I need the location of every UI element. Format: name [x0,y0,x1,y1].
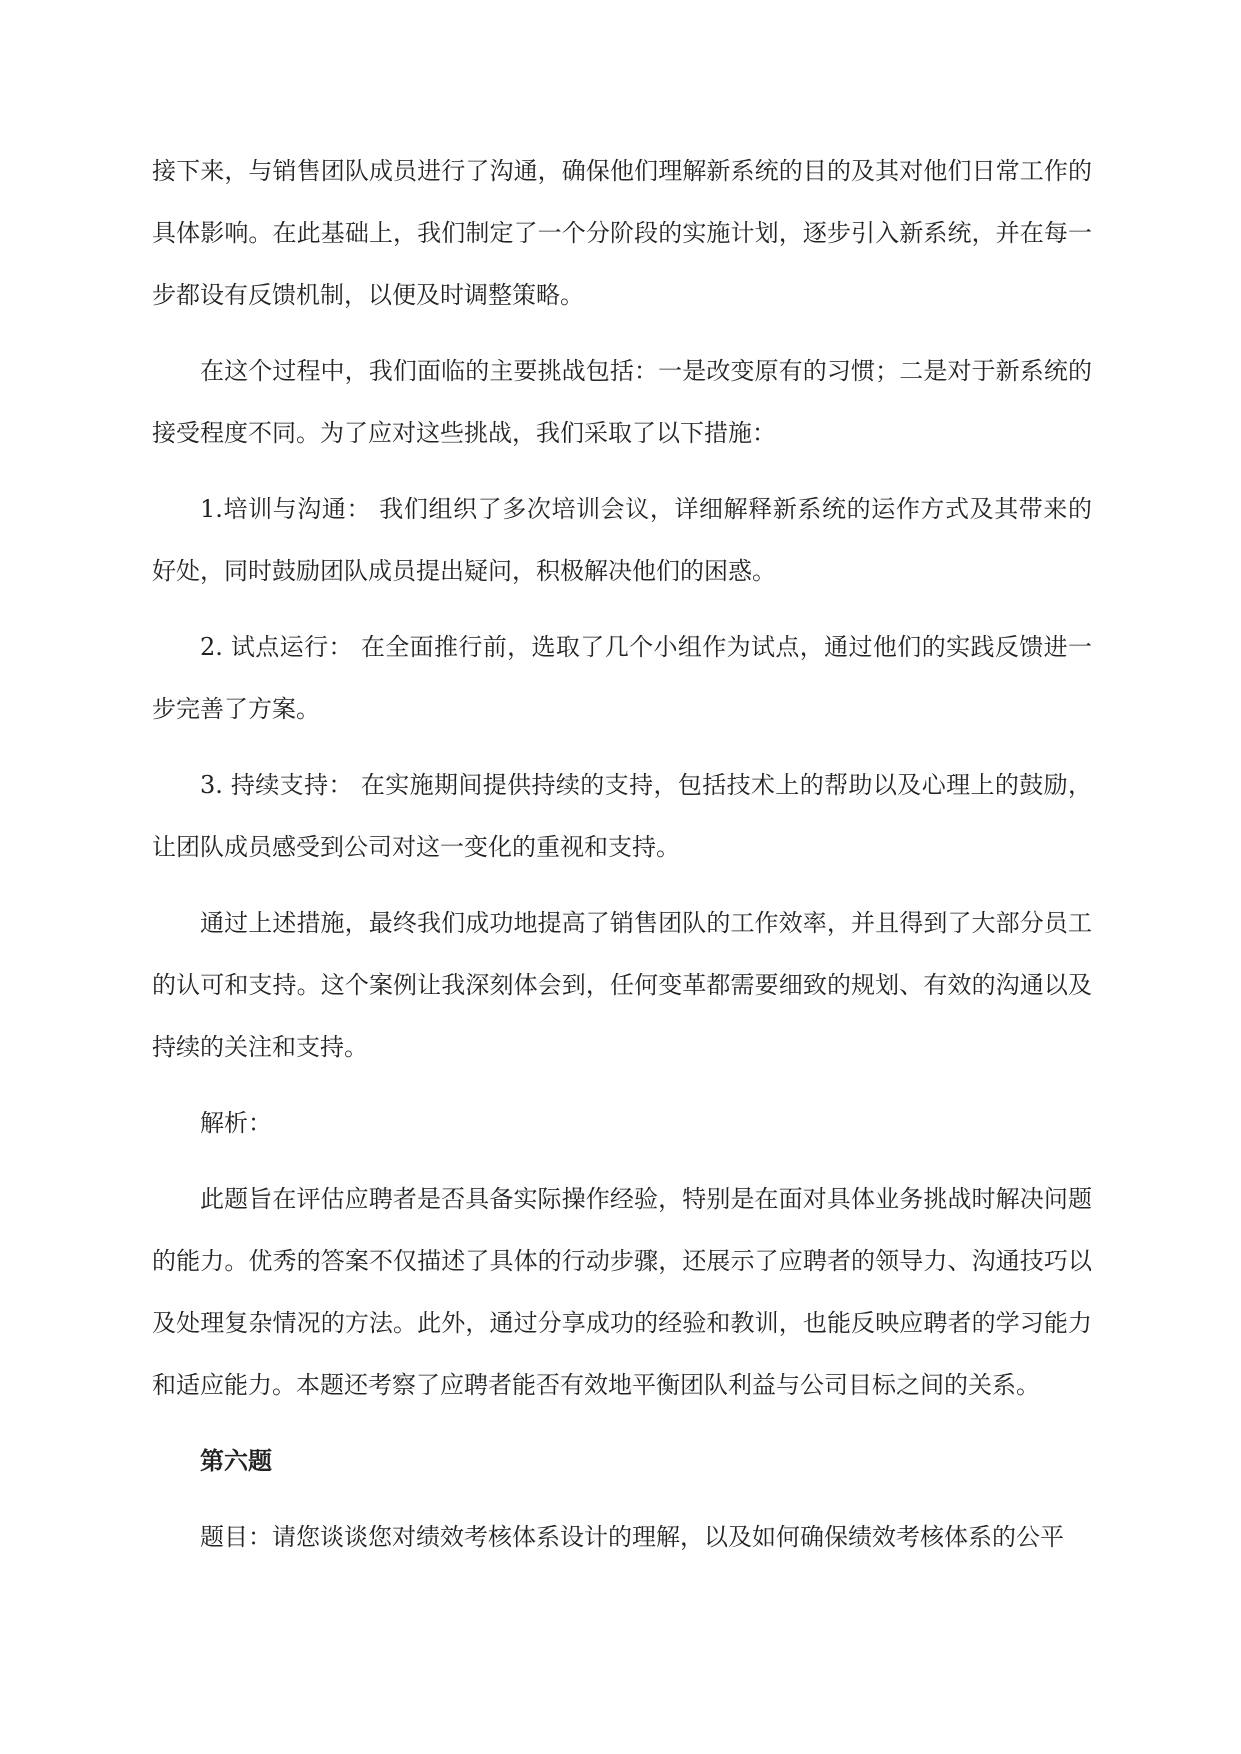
paragraph-measure-3: 3. 持续支持： 在实施期间提供持续的支持，包括技术上的帮助以及心理上的鼓励，让团队成员感受到公司对这一变化的重视和支持。 [152,771,1092,861]
document-page [152,140,1092,1582]
paragraph-challenges: 在这个过程中，我们面临的主要挑战包括：一是改变原有的习惯；二是对于新系统的接受程度不同。为了应对这些挑战，我们采取了以下措施： [152,357,1092,447]
question-text: 题目：请您谈谈您对绩效考核体系设计的理解，以及如何确保绩效考核体系的公平 [200,1523,1064,1551]
paragraph-analysis: 此题旨在评估应聘者是否具备实际操作经验，特别是在面对具体业务挑战时解决问题的能力。优秀的答案不仅描述了具体的行动步骤，还展示了应聘者的领导力、沟通技巧以及处理复杂情况的方法。此外，通过分享成功的经验和教训，也能反映应聘者的学习能力和适应能力。本题还考察了应聘者能否有效地平衡团队利益与公司目标之间的关系。 [152,1185,1092,1399]
paragraph-analysis-label: 解析： [200,1109,272,1137]
paragraph-measure-2: 2. 试点运行： 在全面推行前，选取了几个小组作为试点，通过他们的实践反馈进一步完善了方案。 [152,633,1092,723]
section-heading: 第六题 [200,1446,272,1475]
paragraph-intro: 接下来，与销售团队成员进行了沟通，确保他们理解新系统的目的及其对他们日常工作的具体影响。在此基础上，我们制定了一个分阶段的实施计划，逐步引入新系统，并在每一步都设有反馈机制，以便及时调整策略。 [152,157,1092,309]
paragraph-conclusion: 通过上述措施，最终我们成功地提高了销售团队的工作效率，并且得到了大部分员工的认可和支持。这个案例让我深刻体会到，任何变革都需要细致的规划、有效的沟通以及持续的关注和支持。 [152,909,1092,1061]
paragraph-measure-1: 1.培训与沟通： 我们组织了多次培训会议，详细解释新系统的运作方式及其带来的好处，同时鼓励团队成员提出疑问，积极解决他们的困惑。 [152,495,1092,585]
